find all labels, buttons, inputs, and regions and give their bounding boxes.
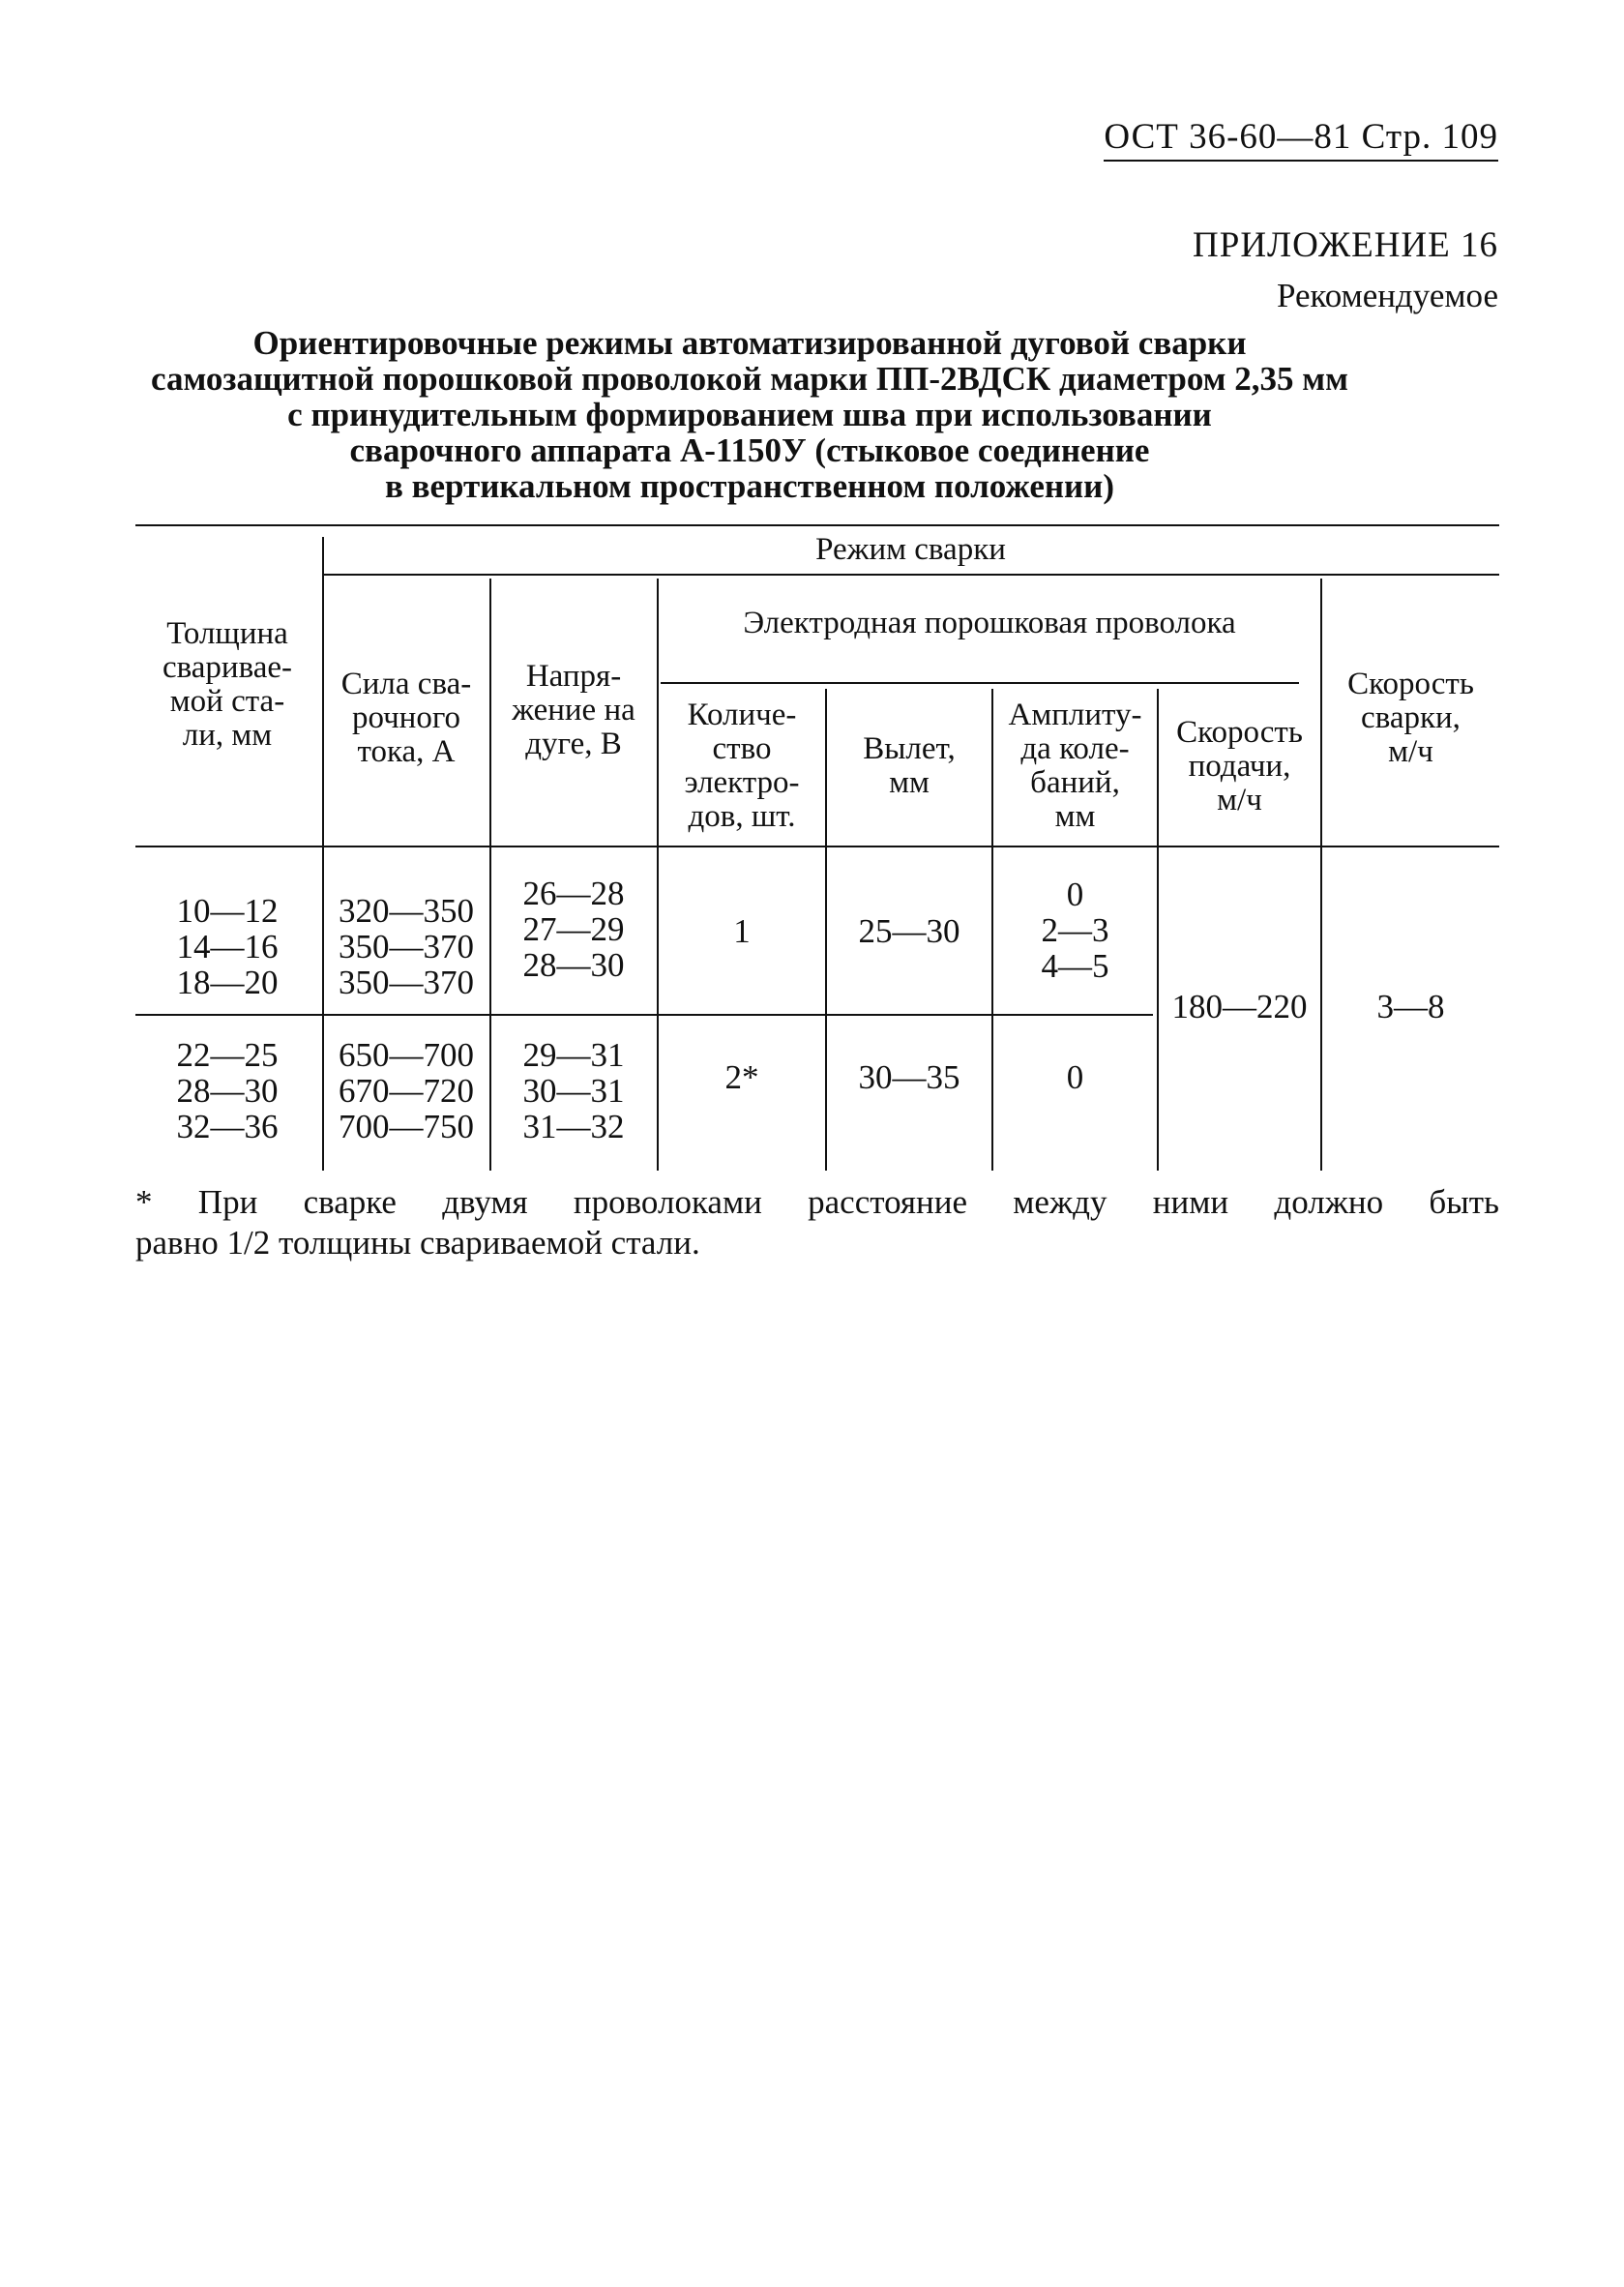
table-cell-voltage: 29—31 30—31 31—32 <box>522 1036 625 1145</box>
table-cell-amplitude: 0 2—3 4—5 <box>1041 876 1109 985</box>
group-separator-rule <box>135 1014 1153 1016</box>
table-cell-current: 320—350 350—370 350—370 <box>339 892 474 1001</box>
table-cell-stickout: 30—35 <box>858 1058 960 1096</box>
table-top-rule <box>135 524 1499 526</box>
header-bottom-rule <box>135 846 1499 847</box>
title-line: в вертикальном пространственном положении) <box>384 467 1115 505</box>
header-count: Количе- ство электро- дов, шт. <box>684 698 800 834</box>
header-current: Сила сва- рочного тока, А <box>340 667 472 769</box>
header-electrode-wire: Электродная порошковая проволока <box>743 606 1236 640</box>
title-line: сварочного аппарата А-1150У (стыковое соединение <box>349 431 1150 469</box>
header-stickout: Вылет, мм <box>863 731 956 800</box>
mode-group-rule <box>322 574 1499 576</box>
header-thickness: Толщина свариваe- мой ста- ли, мм <box>162 616 293 753</box>
table-cell-welding-speed: 3—8 <box>1376 988 1445 1025</box>
appendix-status: Рекомендуемое <box>1276 277 1498 314</box>
table-cell-amplitude: 0 <box>1066 1058 1084 1096</box>
header-amplitude: Амплиту- да коле- баний, мм <box>1008 698 1142 834</box>
title-line: с принудительным формированием шва при использовании <box>287 396 1212 433</box>
table-cell-current: 650—700 670—720 700—750 <box>339 1036 474 1145</box>
table-cell-stickout: 25—30 <box>858 912 960 950</box>
header-welding-mode: Режим сварки <box>815 532 1006 567</box>
footnote <box>135 1182 1499 1263</box>
header-voltage: Напря- жение на дуге, В <box>512 659 635 761</box>
table-cell-thickness: 22—25 28—30 32—36 <box>176 1036 279 1145</box>
title-line: Ориентировочные режимы автоматизированной дуговой сварки <box>252 324 1247 362</box>
table-title <box>145 325 1354 504</box>
header-welding-speed: Скорость сварки, м/ч <box>1347 667 1474 769</box>
title-line: самозащитной порошковой проволокой марки ПП-2ВДСК диаметром 2,35 мм <box>151 360 1348 398</box>
wire-group-rule <box>661 682 1299 684</box>
fraction: 1/2 <box>226 1224 271 1262</box>
table-cell-count: 1 <box>733 912 751 950</box>
table-cell-count: 2* <box>724 1058 759 1096</box>
table-cell-thickness: 10—12 14—16 18—20 <box>176 892 279 1001</box>
footnote-line: * При сварке двумя проволоками расстояние между ними должно быть <box>135 1183 1499 1221</box>
footnote-line: равно 1/2 толщины свариваемой стали. <box>135 1224 700 1262</box>
table-cell-voltage: 26—28 27—29 28—30 <box>522 875 625 984</box>
header-feed-speed: Скорость подачи, м/ч <box>1176 715 1303 817</box>
appendix-label: ПРИЛОЖЕНИЕ 16 <box>1193 225 1498 265</box>
table-cell-feed-speed: 180—220 <box>1171 988 1308 1025</box>
document-header: ОСТ 36-60—81 Стр. 109 <box>1104 116 1498 162</box>
